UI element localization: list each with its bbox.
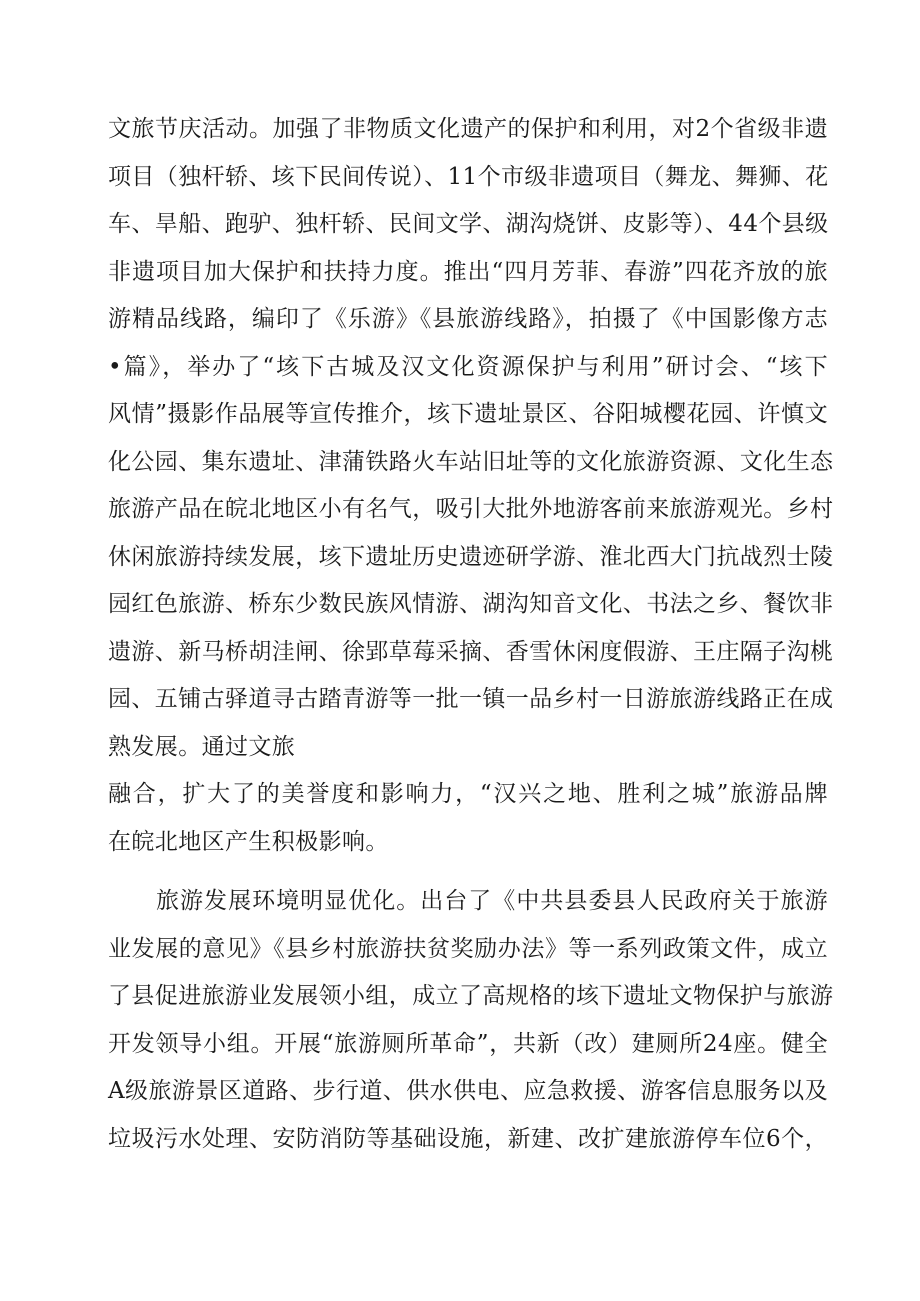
text-line: 熟发展。通过文旅 (108, 733, 296, 760)
text-line: 旅游发展环境明显优化。出台了《中共县委县人民政府关于旅游 (156, 888, 828, 914)
text-line: 非遗项目加大保护和扶持力度。推出“四月芳菲、春游”四花齐放的旅 (108, 258, 828, 285)
paragraph-tourism-environment (108, 878, 834, 1163)
text-line: 了县促进旅游业发展领小组，成立了高规格的垓下遗址文物保护与旅游 (108, 983, 834, 1009)
text-line: 项目（独杆轿、垓下民间传说）、11个市级非遗项目（舞龙、舞狮、花 (108, 163, 829, 190)
text-line: 车、旱船、跑驴、独杆轿、民间文学、湖沟烧饼、皮影等）、44个县级 (108, 211, 829, 237)
text-line: 旅游产品在皖北地区小有名气，吸引大批外地游客前来旅游观光。乡村 (108, 496, 834, 522)
text-line: 化公园、集东遗址、津蒲铁路火车站旧址等的文化旅游资源、文化生态 (108, 448, 834, 475)
text-line: 文旅节庆活动。加强了非物质文化遗产的保护和利用，对2个省级非遗 (108, 116, 828, 142)
paragraph-cultural-tourism (108, 106, 834, 866)
text-line: •篇》，举办了“垓下古城及汉文化资源保护与利用”研讨会、“垓下 (108, 353, 828, 380)
text-line: 遗游、新马桥胡洼闸、徐郢草莓采摘、香雪休闲度假游、王庄隔子沟桃 (108, 638, 834, 665)
text-line: 开发领导小组。开展“旅游厕所革命”，共新（改）建厕所24座。健全 (108, 1030, 828, 1057)
text-line: 园、五铺古驿道寻古踏青游等一批一镇一品乡村一日游旅游线路正在成 (108, 686, 834, 712)
text-line: 休闲旅游持续发展，垓下遗址历史遗迹研学游、淮北西大门抗战烈士陵 (108, 543, 834, 570)
text-line: 业发展的意见》《县乡村旅游扶贫奖励办法》等一系列政策文件，成立 (108, 935, 828, 962)
text-line: 风情”摄影作品展等宣传推介，垓下遗址景区、谷阳城樱花园、许慎文 (108, 401, 828, 427)
text-line: 融合，扩大了的美誉度和影响力，“汉兴之地、胜利之城”旅游品牌 (108, 781, 828, 807)
text-line: 游精品线路，编印了《乐游》《县旅游线路》，拍摄了《中国影像方志 (108, 306, 828, 332)
text-line: A级旅游景区道路、步行道、供水供电、应急救援、游客信息服务以及 (108, 1078, 828, 1104)
text-line: 垃圾污水处理、安防消防等基础设施，新建、改扩建旅游停车位6个， (108, 1125, 828, 1152)
text-line: 园红色旅游、桥东少数民族风情游、湖沟知音文化、书法之乡、餐饮非 (108, 591, 834, 617)
text-line: 在皖北地区产生积极影响。 (108, 828, 389, 855)
